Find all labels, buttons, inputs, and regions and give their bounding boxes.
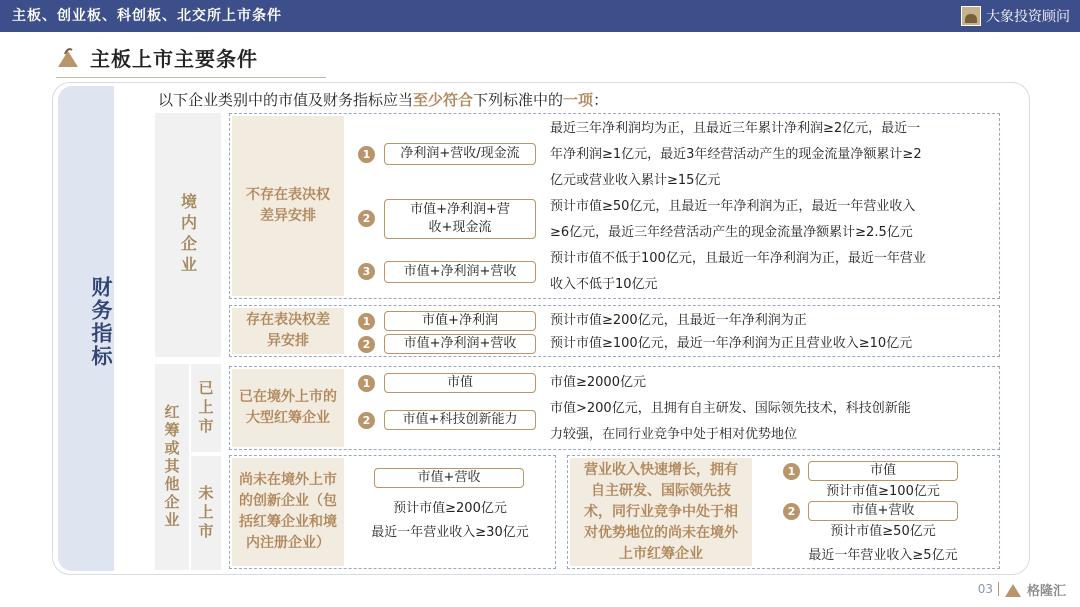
criteria-desc: 最近三年净利润均为正，且最近三年累计净利润≥2亿元，最近一 年净利润≥1亿元，最近3年经营活动产生的现金流量净额累计≥2 亿元或营业收入累计≥15亿元 [550,121,922,188]
top-bar [0,0,1080,32]
subcategory-unlisted: 未上市 [191,456,221,570]
criteria-desc: 预计市值≥200亿元，且最近一年净利润为正 [550,313,807,328]
group-label: 存在表决权差异安排 [232,308,344,354]
intro-highlight-2: 一项 [563,90,594,109]
page-number: 03 [977,582,993,596]
criteria-desc: 预计市值≥100亿元，最近一年净利润为正且营业收入≥10亿元 [550,336,913,351]
brand [961,4,1070,28]
page-heading [56,40,258,74]
side-label-text: 财务指标 [89,276,113,368]
heading-underline [56,77,326,78]
number-badge: 1 [358,146,375,163]
intro-highlight-1: 至少符合 [413,90,474,109]
group-label: 尚未在境外上市的创新企业（包括红筹企业和境内注册企业） [232,458,344,566]
intro-line [158,88,608,110]
number-badge: 2 [358,412,375,429]
brand-name: 大象投资顾问 [986,9,1070,25]
group-label: 不存在表决权差异安排 [232,116,344,296]
criteria-pill: 市值+净利润+营收 [384,261,536,283]
criteria-pill: 市值 [384,373,536,393]
criteria-desc: 预计市值不低于100亿元，且最近一年净利润为正，最近一年营业 收入不低于10亿元 [550,251,926,292]
footer-divider [998,582,999,596]
criteria-desc: 预计市值≥200亿元 最近一年营业收入≥30亿元 [371,501,529,540]
number-badge: 2 [358,336,375,353]
criteria-pill: 净利润+营收/现金流 [384,143,536,165]
criteria-pill: 市值+净利润+营收 [384,334,536,354]
number-badge: 3 [358,263,375,280]
intro-mid: 下列标准中的 [473,90,564,109]
criteria-pill: 市值+科技创新能力 [384,410,536,430]
page-title: 主板上市主要条件 [90,46,258,71]
mountain-icon [1004,580,1022,598]
criteria-desc: 预计市值≥50亿元 最近一年营业收入≥5亿元 [808,524,958,563]
criteria-pill: 市值+净利润+营 收+现金流 [384,199,536,239]
mountain-icon [56,45,80,69]
footer [978,579,1066,599]
footer-brand: 格隆汇 [1026,583,1066,599]
intro-pre: 以下企业类别中的市值及财务指标应当 [158,90,414,109]
brand-logo-icon [961,6,981,26]
intro-post: ： [593,90,609,109]
criteria-pill: 市值+营收 [374,468,524,488]
criteria-desc: 预计市值≥50亿元，且最近一年净利润为正，最近一年营业收入 ≥6亿元，最近三年经营活动产生的现金流量净额累计≥2.5亿元 [550,199,916,240]
criteria-pill: 市值+营收 [808,501,958,521]
criteria-desc: 市值>200亿元，且拥有自主研发、国际领先技术，科技创新能 力较强，在同行业竞争中处于相对优势地位 [550,401,911,442]
category-redchip: 红筹或其他企业 [155,364,189,570]
criteria-desc: 预计市值≥100亿元 [826,484,940,499]
subcategory-listed: 已上市 [191,364,221,452]
group-label: 已在境外上市的大型红筹企业 [232,369,344,447]
number-badge: 2 [358,210,375,227]
section-title: 主板、创业板、科创板、北交所上市条件 [12,8,282,24]
side-label [58,86,114,571]
criteria-pill: 市值 [808,461,958,481]
number-badge: 2 [783,503,800,520]
group-label: 营业收入快速增长，拥有自主研发、国际领先技术，同行业竞争中处于相对优势地位的尚未在境外上市红筹企业 [570,458,752,566]
criteria-pill: 市值+净利润 [384,311,536,331]
number-badge: 1 [358,313,375,330]
number-badge: 1 [358,375,375,392]
criteria-desc: 市值≥2000亿元 [550,375,646,390]
number-badge: 1 [783,463,800,480]
category-domestic: 境内企业 [155,113,221,357]
